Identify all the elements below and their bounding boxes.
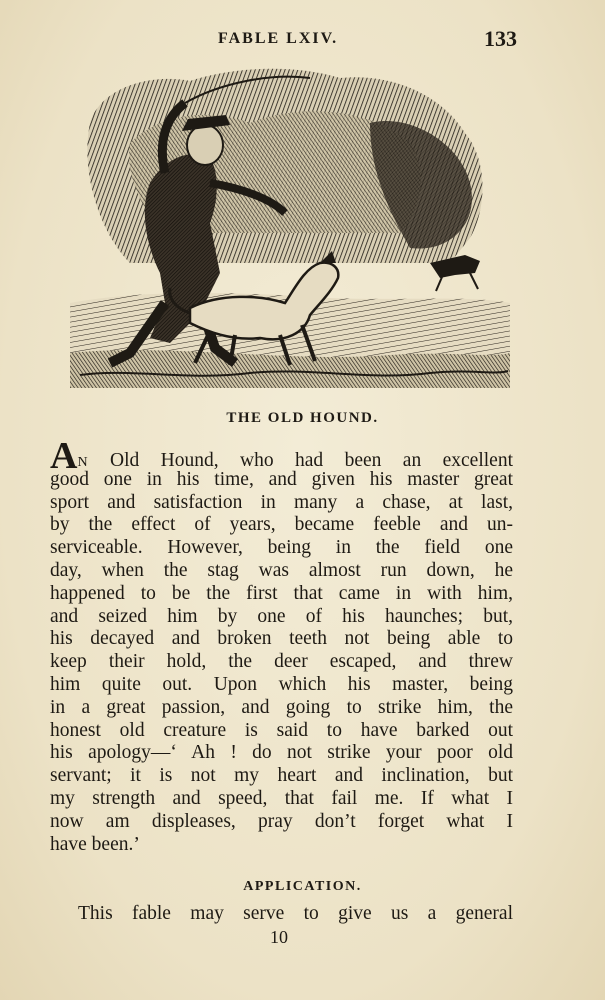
body-line: his decayed and broken teeth not being able to xyxy=(50,628,513,650)
body-line: sport and satisfaction in many a chase, at last, xyxy=(50,491,513,513)
hunter-and-hound-engraving-icon xyxy=(70,63,510,388)
body-line: him quite out. Upon which his master, being xyxy=(50,673,513,695)
application-text: This fable may serve to give us a general xyxy=(78,903,513,924)
body-line: good one in his time, and given his master great xyxy=(50,468,513,490)
body-line-text: Old Hound, who had been an excellent xyxy=(88,450,513,471)
fable-title: THE OLD HOUND. xyxy=(226,410,379,426)
woodcut-illustration xyxy=(70,63,510,388)
body-line xyxy=(50,435,513,477)
body-line: his apology—‘ Ah ! do not strike your poor old xyxy=(50,742,513,764)
page-number: 133 xyxy=(484,26,517,51)
body-line: and seized him by one of his haunches; but, xyxy=(50,605,513,627)
body-line: now am displeases, pray don’t forget what I xyxy=(50,810,513,832)
drop-cap: A xyxy=(50,435,78,477)
body-line: day, when the stag was almost run down, he xyxy=(50,559,513,581)
fable-body xyxy=(50,435,513,856)
body-line: happened to be the first that came in with him, xyxy=(50,582,513,604)
body-line: have been.’ xyxy=(50,833,140,855)
body-line: my strength and speed, that fail me. If what I xyxy=(50,787,513,809)
first-word-rest: N xyxy=(77,455,89,470)
body-line: keep their hold, the deer escaped, and threw xyxy=(50,651,513,673)
body-line: honest old creature is said to have barked out xyxy=(50,719,513,741)
running-head xyxy=(0,28,605,58)
body-line: serviceable. However, being in the field one xyxy=(50,537,513,559)
body-line: by the effect of years, became feeble and un- xyxy=(50,514,513,536)
fable-number: FABLE LXIV. xyxy=(218,30,339,47)
body-line: servant; it is not my heart and inclination, but xyxy=(50,765,513,787)
application-heading: APPLICATION. xyxy=(243,879,362,894)
signature-mark: 10 xyxy=(270,927,288,947)
body-line: in a great passion, and going to strike him, the xyxy=(50,696,513,718)
